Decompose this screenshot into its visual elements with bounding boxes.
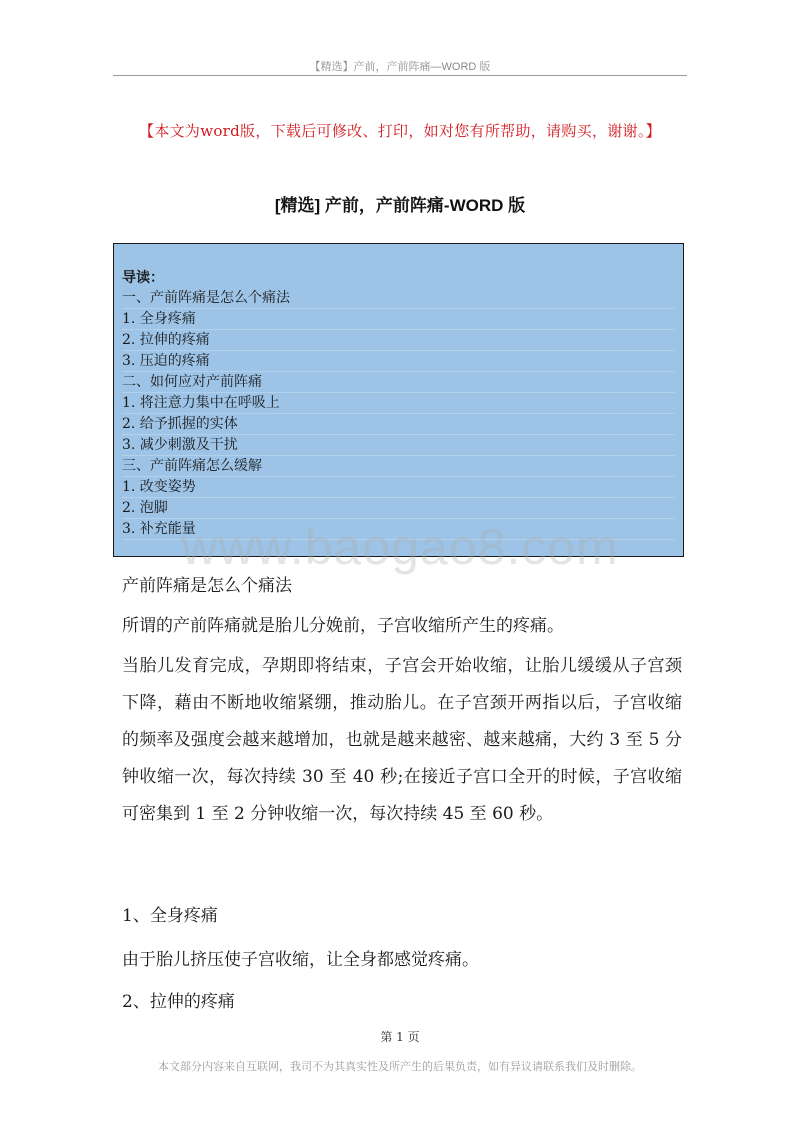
guide-item: 一、产前阵痛是怎么个痛法 (122, 288, 675, 309)
guide-item: 3. 补充能量 (122, 519, 675, 540)
guide-item: 二、如何应对产前阵痛 (122, 372, 675, 393)
subsection-heading: 2、拉伸的疼痛 (122, 992, 235, 1012)
document-title: [精选] 产前，产前阵痛-WORD 版 (274, 196, 526, 215)
guide-item: 三、产前阵痛怎么缓解 (122, 456, 675, 477)
guide-item: 3. 减少刺激及干扰 (122, 435, 675, 456)
page-number: 第 1 页 (380, 1030, 420, 1044)
guide-item: 2. 泡脚 (122, 498, 675, 519)
guide-item: 1. 全身疼痛 (122, 309, 675, 330)
footer-disclaimer: 本文部分内容来自互联网，我司不为其真实性及所产生的后果负责，如有异议请联系我们及时删除。 (158, 1060, 642, 1073)
guide-item: 2. 拉伸的疼痛 (122, 330, 675, 351)
paragraph: 所谓的产前阵痛就是胎儿分娩前，子宫收缩所产生的疼痛。 (122, 616, 564, 636)
guide-item: 1. 将注意力集中在呼吸上 (122, 393, 675, 414)
watermark: www.baogao8.com (181, 519, 619, 575)
page-header: 【精选】产前，产前阵痛—WORD 版 (309, 61, 491, 73)
guide-content (122, 267, 675, 540)
guide-item: 1. 改变姿势 (122, 477, 675, 498)
guide-box (113, 243, 684, 557)
header-divider (113, 75, 687, 76)
guide-item: 2. 给予抓握的实体 (122, 414, 675, 435)
section-heading: 产前阵痛是怎么个痛法 (122, 576, 292, 596)
guide-label: 导读： (122, 269, 164, 285)
guide-item: 3. 压迫的疼痛 (122, 351, 675, 372)
paragraph: 由于胎儿挤压使子宫收缩，让全身都感觉疼痛。 (122, 950, 479, 970)
paragraph: 当胎儿发育完成，孕期即将结束，子宫会开始收缩，让胎儿缓缓从子宫颈下降，藉由不断地收缩紧绷，推动胎儿。在子宫颈开两指以后，子宫收缩的频率及强度会越来越增加，也就是越来越密、越来越痛，大约 3 至 5 分钟收缩一次，每次持续 30 至 40 秒;在接近子宫口全开的时候，子宫收缩可密集到 1 至 2 分钟收缩一次，每次持续 45 至 60 秒。 (122, 656, 682, 824)
subsection-heading: 1、全身疼痛 (122, 906, 218, 926)
download-notice: 【本文为word版，下载后可修改、打印，如对您有所帮助，请购买，谢谢。】 (139, 122, 661, 140)
